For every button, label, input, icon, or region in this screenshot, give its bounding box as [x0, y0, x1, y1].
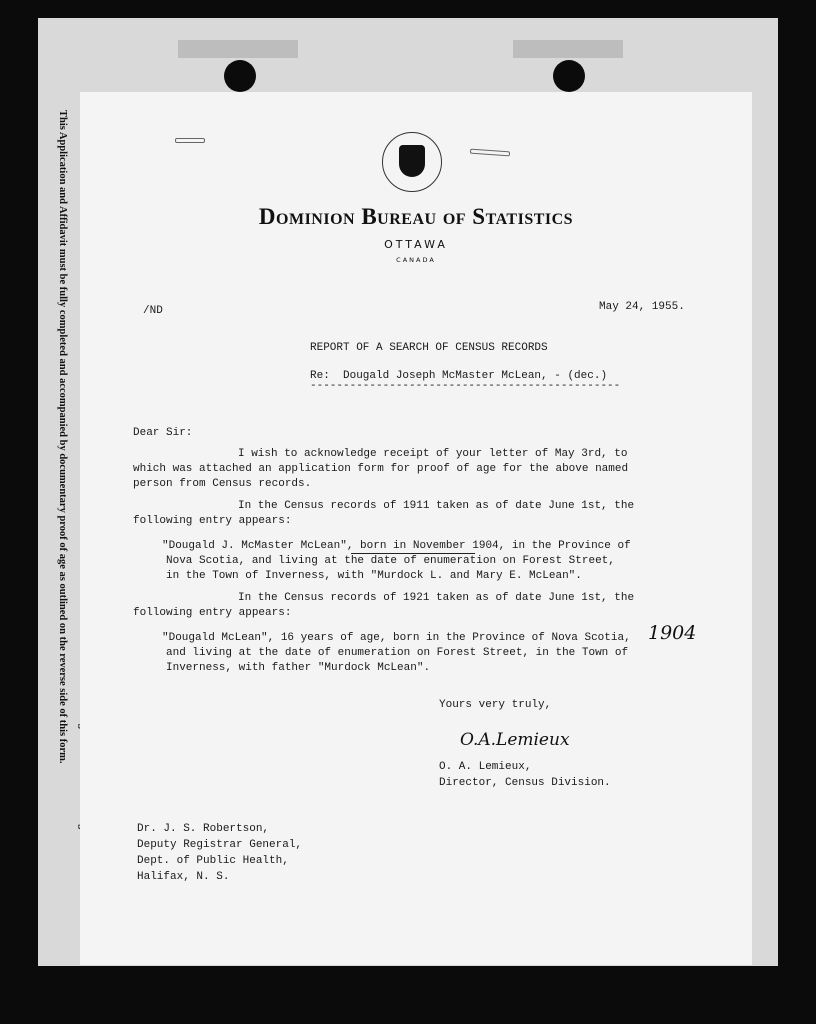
- report-title: REPORT OF A SEARCH OF CENSUS RECORDS: [310, 342, 548, 354]
- coat-of-arms-icon: [399, 145, 425, 177]
- census-1911-entry: "Dougald J. McMaster McLean", born in November 1904, in the Province of: [162, 540, 631, 552]
- body-line: I wish to acknowledge receipt of your letter of May 3rd, to: [238, 448, 628, 460]
- punch-hole: [553, 60, 585, 92]
- side-instruction: This Application and Affidavit must be fully completed and accompanied by documentary proof of age as outlined on the reverse side of this form.: [57, 110, 68, 764]
- department-seal: [382, 132, 442, 192]
- handwritten-note: 1904: [648, 622, 697, 644]
- signer-title: Director, Census Division.: [439, 777, 611, 789]
- tape: [513, 40, 623, 58]
- body-line: In the Census records of 1921 taken as of date June 1st, the: [238, 592, 635, 604]
- letter-page: [80, 92, 752, 965]
- address-line: Deputy Registrar General,: [137, 839, 303, 851]
- address-line: Dr. J. S. Robertson,: [137, 823, 270, 835]
- staple: [175, 138, 205, 143]
- census-1921-entry: "Dougald McLean", 16 years of age, born in the Province of Nova Scotia,: [162, 632, 631, 644]
- body-line: following entry appears:: [133, 607, 292, 619]
- census-1921-entry: and living at the date of enumeration on Forest Street, in the Town of: [166, 647, 629, 659]
- reference: /ND: [143, 305, 163, 317]
- signer-name: O. A. Lemieux,: [439, 761, 532, 773]
- census-1921-entry: Inverness, with father "Murdock McLean".: [166, 662, 431, 674]
- address-line: Halifax, N. S.: [137, 871, 230, 883]
- subject-rule: -----------------------------------------------: [310, 380, 621, 392]
- subject-line: Re: Dougald Joseph McMaster McLean, - (dec.): [310, 370, 608, 382]
- body-line: person from Census records.: [133, 478, 312, 490]
- body-line: following entry appears:: [133, 515, 292, 527]
- census-1911-entry: Nova Scotia, and living at the date of enumeration on Forest Street,: [166, 555, 615, 567]
- organization-name: Dominion Bureau of Statistics: [258, 204, 574, 229]
- pen-underline: [351, 553, 475, 554]
- census-1911-entry: in the Town of Inverness, with "Murdock L. and Mary E. McLean".: [166, 570, 582, 582]
- city: OTTAWA: [384, 238, 448, 251]
- signature: O.A.Lemieux: [460, 730, 570, 750]
- punch-hole: [224, 60, 256, 92]
- staple: [470, 149, 510, 157]
- body-line: In the Census records of 1911 taken as of date June 1st, the: [238, 500, 635, 512]
- address-line: Dept. of Public Health,: [137, 855, 289, 867]
- salutation: Dear Sir:: [133, 427, 193, 439]
- closing: Yours very truly,: [439, 699, 552, 711]
- country: CANADA: [396, 256, 436, 264]
- body-line: which was attached an application form for proof of age for the above named: [133, 463, 629, 475]
- letter-date: May 24, 1955.: [599, 301, 685, 313]
- tape: [178, 40, 298, 58]
